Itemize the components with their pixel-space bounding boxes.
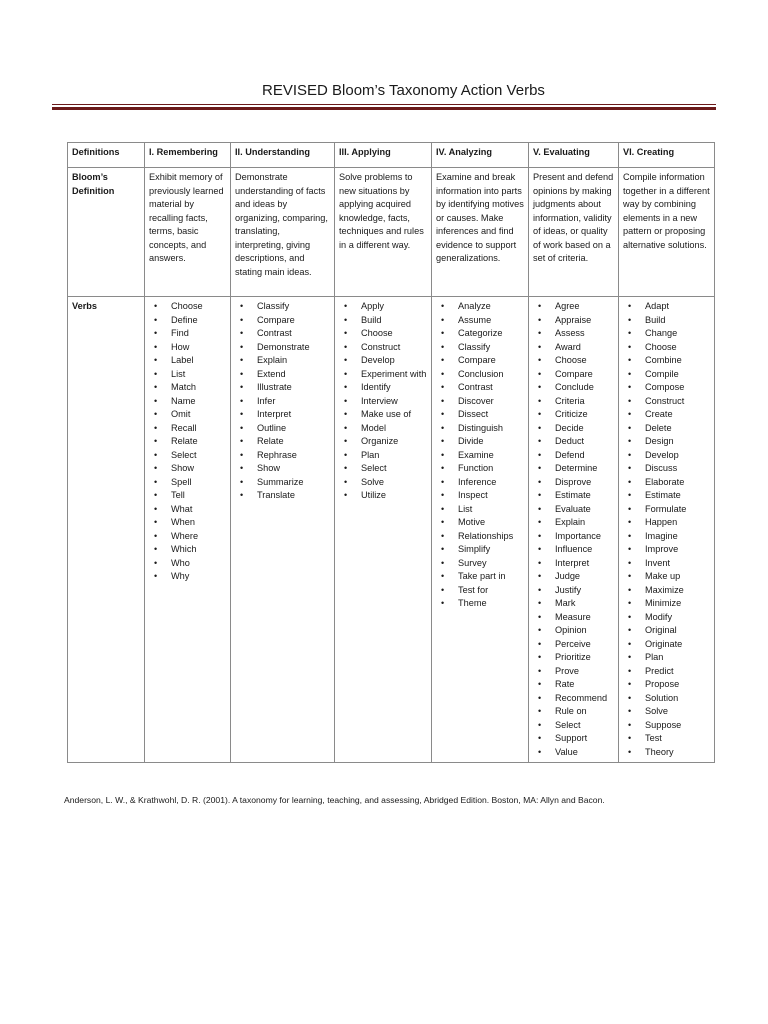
verbs-evaluating-cell [529, 297, 619, 763]
verb-item: • Rephrase [235, 449, 330, 463]
verb-item: • Name [149, 395, 226, 409]
definition-analyzing: Examine and break information into parts by identifying motives or causes. Make inferences and find evidence to support generalizations. [432, 168, 529, 297]
verb-item: • Categorize [436, 327, 524, 341]
verb-item: • Discuss [623, 462, 710, 476]
verb-item: • Extend [235, 368, 330, 382]
verb-item: • List [149, 368, 226, 382]
header-evaluating: V. Evaluating [529, 143, 619, 168]
verb-item: • Interpret [235, 408, 330, 422]
verb-item: • Design [623, 435, 710, 449]
verb-item: • Demonstrate [235, 341, 330, 355]
verb-item: • Award [533, 341, 614, 355]
verb-item: • Contrast [235, 327, 330, 341]
verb-item: • Develop [339, 354, 427, 368]
verbs-creating-list [623, 300, 710, 759]
verb-item: • Compare [533, 368, 614, 382]
verb-item: • Combine [623, 354, 710, 368]
verb-item: • Recommend [533, 692, 614, 706]
header-creating: VI. Creating [619, 143, 715, 168]
verb-item: • Predict [623, 665, 710, 679]
verbs-applying-cell [335, 297, 432, 763]
verb-item: • Originate [623, 638, 710, 652]
definition-applying: Solve problems to new situations by applying acquired knowledge, facts, techniques and rules in a different way. [335, 168, 432, 297]
verb-item: • Propose [623, 678, 710, 692]
header-remembering: I. Remembering [145, 143, 231, 168]
verb-item: • Prioritize [533, 651, 614, 665]
verb-item: • What [149, 503, 226, 517]
verb-item: • Criteria [533, 395, 614, 409]
verb-item: • Select [149, 449, 226, 463]
verb-item: • Which [149, 543, 226, 557]
verb-item: • Invent [623, 557, 710, 571]
verb-item: • Choose [533, 354, 614, 368]
verb-item: • Plan [623, 651, 710, 665]
verb-item: • Show [235, 462, 330, 476]
verb-item: • Explain [235, 354, 330, 368]
verb-item: • Test [623, 732, 710, 746]
verb-item: • Relate [149, 435, 226, 449]
verb-item: • Agree [533, 300, 614, 314]
verb-item: • Compose [623, 381, 710, 395]
definition-row-label: Bloom’s Definition [68, 168, 145, 297]
verb-item: • Build [339, 314, 427, 328]
verb-item: • Who [149, 557, 226, 571]
verb-item: • Identify [339, 381, 427, 395]
definition-remembering: Exhibit memory of previously learned material by recalling facts, terms, basic concepts, and answers. [145, 168, 231, 297]
verb-item: • Adapt [623, 300, 710, 314]
header-definitions: Definitions [68, 143, 145, 168]
verb-item: • Spell [149, 476, 226, 490]
verb-item: • Mark [533, 597, 614, 611]
verb-item: • Measure [533, 611, 614, 625]
verb-item: • Translate [235, 489, 330, 503]
verb-item: • Survey [436, 557, 524, 571]
verb-item: • Test for [436, 584, 524, 598]
verb-item: • Match [149, 381, 226, 395]
header-row [68, 143, 715, 168]
verb-item: • Select [533, 719, 614, 733]
verb-item: • Original [623, 624, 710, 638]
verb-item: • Why [149, 570, 226, 584]
verb-item: • Interpret [533, 557, 614, 571]
verb-item: • Maximize [623, 584, 710, 598]
verb-item: • Disprove [533, 476, 614, 490]
title-rule-thick [52, 107, 716, 110]
verb-item: • Happen [623, 516, 710, 530]
verb-item: • Recall [149, 422, 226, 436]
verb-item: • Explain [533, 516, 614, 530]
definition-creating: Compile information together in a different way by combining elements in a new pattern or proposing alternative solutions. [619, 168, 715, 297]
verb-item: • Motive [436, 516, 524, 530]
verbs-row-label: Verbs [68, 297, 145, 763]
verbs-row [68, 297, 715, 763]
verb-item: • When [149, 516, 226, 530]
verbs-analyzing-cell [432, 297, 529, 763]
verb-item: • Determine [533, 462, 614, 476]
verb-item: • Construct [339, 341, 427, 355]
verb-item: • Where [149, 530, 226, 544]
verb-item: • Theory [623, 746, 710, 760]
verb-item: • How [149, 341, 226, 355]
verb-item: • Outline [235, 422, 330, 436]
verb-item: • Apply [339, 300, 427, 314]
verb-item: • Show [149, 462, 226, 476]
verb-item: • Solution [623, 692, 710, 706]
verb-item: • Select [339, 462, 427, 476]
citation: Anderson, L. W., & Krathwohl, D. R. (2001). A taxonomy for learning, teaching, and assessing, Abridged Edition. Boston, MA: Allyn and Bacon. [64, 795, 605, 805]
verb-item: • Rule on [533, 705, 614, 719]
verb-item: • Evaluate [533, 503, 614, 517]
verb-item: • Assess [533, 327, 614, 341]
verb-item: • Take part in [436, 570, 524, 584]
verb-item: • Compare [235, 314, 330, 328]
verbs-applying-list [339, 300, 427, 503]
verb-item: • Choose [149, 300, 226, 314]
verb-item: • Choose [623, 341, 710, 355]
verb-item: • Formulate [623, 503, 710, 517]
verb-item: • Classify [436, 341, 524, 355]
verb-item: • Summarize [235, 476, 330, 490]
verb-item: • Distinguish [436, 422, 524, 436]
verb-item: • Elaborate [623, 476, 710, 490]
header-analyzing: IV. Analyzing [432, 143, 529, 168]
verb-item: • Estimate [623, 489, 710, 503]
verb-item: • Utilize [339, 489, 427, 503]
verb-item: • Improve [623, 543, 710, 557]
verb-item: • Interview [339, 395, 427, 409]
header-understanding: II. Understanding [231, 143, 335, 168]
verb-item: • Relate [235, 435, 330, 449]
verb-item: • Prove [533, 665, 614, 679]
verb-item: • Experiment with [339, 368, 427, 382]
verb-item: • Modify [623, 611, 710, 625]
verb-item: • Label [149, 354, 226, 368]
verb-item: • Rate [533, 678, 614, 692]
verb-item: • Classify [235, 300, 330, 314]
verb-item: • Justify [533, 584, 614, 598]
verb-item: • Importance [533, 530, 614, 544]
verbs-creating-cell [619, 297, 715, 763]
definition-row [68, 168, 715, 297]
verbs-analyzing-list [436, 300, 524, 611]
verb-item: • Make use of [339, 408, 427, 422]
verb-item: • Value [533, 746, 614, 760]
verbs-understanding-cell [231, 297, 335, 763]
verb-item: • Assume [436, 314, 524, 328]
verb-item: • Omit [149, 408, 226, 422]
verb-item: • Contrast [436, 381, 524, 395]
verb-item: • Judge [533, 570, 614, 584]
verb-item: • Inference [436, 476, 524, 490]
verb-item: • Make up [623, 570, 710, 584]
verb-item: • Model [339, 422, 427, 436]
verb-item: • Build [623, 314, 710, 328]
verb-item: • Compare [436, 354, 524, 368]
definition-understanding: Demonstrate understanding of facts and ideas by organizing, comparing, translating, interpreting, giving descriptions, and stating main ideas. [231, 168, 335, 297]
verb-item: • Change [623, 327, 710, 341]
verb-item: • Create [623, 408, 710, 422]
verb-item: • Plan [339, 449, 427, 463]
verb-item: • Discover [436, 395, 524, 409]
verb-item: • Imagine [623, 530, 710, 544]
verb-item: • Divide [436, 435, 524, 449]
verb-item: • Support [533, 732, 614, 746]
verb-item: • Appraise [533, 314, 614, 328]
verb-item: • Influence [533, 543, 614, 557]
verb-item: • Minimize [623, 597, 710, 611]
verb-item: • Examine [436, 449, 524, 463]
verb-item: • Develop [623, 449, 710, 463]
verb-item: • Define [149, 314, 226, 328]
verb-item: • Compile [623, 368, 710, 382]
verb-item: • Perceive [533, 638, 614, 652]
taxonomy-table [67, 142, 715, 763]
verb-item: • Opinion [533, 624, 614, 638]
verb-item: • Choose [339, 327, 427, 341]
verb-item: • Solve [339, 476, 427, 490]
verb-item: • Simplify [436, 543, 524, 557]
verb-item: • Infer [235, 395, 330, 409]
verbs-understanding-list [235, 300, 330, 503]
verb-item: • Relationships [436, 530, 524, 544]
verbs-evaluating-list [533, 300, 614, 759]
verb-item: • Dissect [436, 408, 524, 422]
verb-item: • Theme [436, 597, 524, 611]
verb-item: • Deduct [533, 435, 614, 449]
verbs-remembering-cell [145, 297, 231, 763]
verb-item: • Inspect [436, 489, 524, 503]
verb-item: • Find [149, 327, 226, 341]
verb-item: • List [436, 503, 524, 517]
header-applying: III. Applying [335, 143, 432, 168]
verb-item: • Delete [623, 422, 710, 436]
verb-item: • Organize [339, 435, 427, 449]
verb-item: • Tell [149, 489, 226, 503]
verb-item: • Solve [623, 705, 710, 719]
definition-evaluating: Present and defend opinions by making judgments about information, validity of ideas, or quality of work based on a set of criteria. [529, 168, 619, 297]
verb-item: • Conclude [533, 381, 614, 395]
verb-item: • Function [436, 462, 524, 476]
verb-item: • Construct [623, 395, 710, 409]
page-title: REVISED Bloom’s Taxonomy Action Verbs [262, 82, 545, 99]
verb-item: • Defend [533, 449, 614, 463]
verb-item: • Analyze [436, 300, 524, 314]
verb-item: • Criticize [533, 408, 614, 422]
verb-item: • Decide [533, 422, 614, 436]
verbs-remembering-list [149, 300, 226, 584]
verb-item: • Illustrate [235, 381, 330, 395]
title-rule-thin [52, 104, 716, 105]
verb-item: • Conclusion [436, 368, 524, 382]
verb-item: • Suppose [623, 719, 710, 733]
verb-item: • Estimate [533, 489, 614, 503]
